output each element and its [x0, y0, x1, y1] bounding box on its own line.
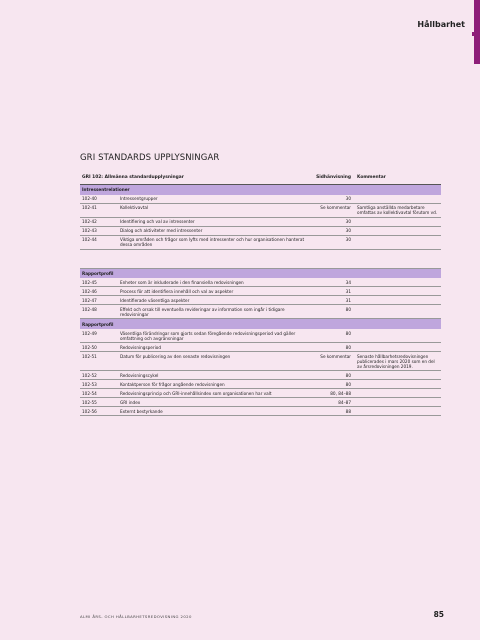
page-reference: 30 — [311, 226, 355, 235]
page-reference: Se kommentar — [311, 203, 355, 217]
page-number: 85 — [433, 610, 444, 619]
table-header-row — [80, 174, 441, 185]
table-row — [80, 296, 441, 305]
disclosure-code: 102-40 — [80, 195, 118, 203]
page-reference: 31 — [311, 287, 355, 296]
disclosure-code: 102-48 — [80, 305, 118, 319]
table-row — [80, 329, 441, 342]
spacer-row — [80, 249, 441, 268]
page-reference: 80 — [311, 305, 355, 319]
comment-cell — [355, 407, 441, 416]
disclosure-code: 102-41 — [80, 203, 118, 217]
comment-cell — [355, 296, 441, 305]
disclosure-description: Redovisningscykel — [118, 371, 311, 380]
group-header-row — [80, 319, 441, 329]
column-header-page: Sidhänvisning — [311, 174, 355, 185]
disclosure-code: 102-43 — [80, 226, 118, 235]
table-row — [80, 380, 441, 389]
disclosure-description: Kollektivavtal — [118, 203, 311, 217]
column-header-comment: Kommentar — [355, 174, 441, 185]
disclosure-code: 102-47 — [80, 296, 118, 305]
section-label: Hållbarhet — [417, 20, 465, 29]
comment-cell — [355, 389, 441, 398]
disclosure-description: Effekt och orsak till eventuella revideringar av information som ingår i tidigare redovisningar — [118, 305, 311, 319]
group-header-label: Rapportprofil — [80, 268, 441, 278]
table-row — [80, 305, 441, 319]
comment-cell — [355, 287, 441, 296]
comment-cell — [355, 371, 441, 380]
table-row — [80, 217, 441, 226]
disclosure-code: 102-49 — [80, 329, 118, 342]
table-row — [80, 407, 441, 416]
page-reference: 84–87 — [311, 398, 355, 407]
disclosure-description: Externt bestyrkande — [118, 407, 311, 416]
disclosure-description: Väsentliga förändringar som gjorts sedan föregående redovisningsperiod vad gäller omfattning och avgränsningar — [118, 329, 311, 342]
group-header-row — [80, 185, 441, 195]
disclosure-code: 102-56 — [80, 407, 118, 416]
page-reference: 80, 84–88 — [311, 389, 355, 398]
table-row — [80, 235, 441, 249]
disclosure-code: 102-50 — [80, 343, 118, 352]
table-row — [80, 287, 441, 296]
table-row — [80, 371, 441, 380]
page-reference: Se kommentar — [311, 352, 355, 371]
disclosure-description: Redovisningsperiod — [118, 343, 311, 352]
disclosure-description: Redovisningsprincip och GRI-innehållsindex som organisationen har valt — [118, 389, 311, 398]
group-header-label: Rapportprofil — [80, 319, 441, 329]
disclosure-description: Identifiering och val av intressenter — [118, 217, 311, 226]
page-reference: 30 — [311, 235, 355, 249]
table-row — [80, 203, 441, 217]
disclosure-code: 102-54 — [80, 389, 118, 398]
disclosure-description: Enheter som är inkluderade i den finansiella redovisningen — [118, 278, 311, 286]
disclosure-description: Identifierade väsentliga aspekter — [118, 296, 311, 305]
disclosure-code: 102-52 — [80, 371, 118, 380]
comment-cell — [355, 235, 441, 249]
footer-publication: ALMI ÅRS- OCH HÅLLBARHETSREDOVISNING 2020 — [80, 614, 192, 619]
disclosure-description: GRI index — [118, 398, 311, 407]
comment-cell — [355, 305, 441, 319]
table-row — [80, 343, 441, 352]
disclosure-code: 102-46 — [80, 287, 118, 296]
comment-cell — [355, 195, 441, 203]
comment-cell: Samtliga anställda medarbetare omfattas av kollektivavtal förutom vd. — [355, 203, 441, 217]
page-reference: 34 — [311, 278, 355, 286]
page-reference: 80 — [311, 329, 355, 342]
page-reference: 30 — [311, 217, 355, 226]
page-reference: 80 — [311, 380, 355, 389]
page-reference: 88 — [311, 407, 355, 416]
corner-accent-notch — [472, 32, 480, 36]
disclosure-code: 102-45 — [80, 278, 118, 286]
column-header-standard: GRI 102: Allmänna standardupplysningar — [80, 174, 311, 185]
comment-cell — [355, 398, 441, 407]
page-heading: GRI STANDARDS UPPLYSNINGAR — [80, 153, 220, 163]
disclosure-description: Process för att identifiera innehåll och val av aspekter — [118, 287, 311, 296]
table-row — [80, 278, 441, 286]
table-row — [80, 226, 441, 235]
disclosure-code: 102-42 — [80, 217, 118, 226]
page-reference: 31 — [311, 296, 355, 305]
disclosure-code: 102-55 — [80, 398, 118, 407]
comment-cell — [355, 380, 441, 389]
table-row — [80, 195, 441, 203]
table-row — [80, 398, 441, 407]
group-header-row — [80, 268, 441, 278]
comment-cell: Senaste hållbarhetsredovisningen publicerades i mars 2020 som en del av årsredovisningen 2019. — [355, 352, 441, 371]
gri-table — [80, 174, 441, 416]
disclosure-description: Viktiga områden och frågor som lyfts med intressenter och hur organisationen hanterat dessa områden — [118, 235, 311, 249]
disclosure-description: Intressentgrupper — [118, 195, 311, 203]
page-reference: 30 — [311, 195, 355, 203]
disclosure-code: 102-44 — [80, 235, 118, 249]
disclosure-description: Kontaktperson för frågor angående redovisningen — [118, 380, 311, 389]
page-reference: 80 — [311, 371, 355, 380]
disclosure-code: 102-51 — [80, 352, 118, 371]
disclosure-code: 102-53 — [80, 380, 118, 389]
disclosure-description: Datum för publicering av den senaste redovisningen — [118, 352, 311, 371]
comment-cell — [355, 226, 441, 235]
table-row — [80, 389, 441, 398]
comment-cell — [355, 329, 441, 342]
comment-cell — [355, 343, 441, 352]
page-reference: 80 — [311, 343, 355, 352]
comment-cell — [355, 217, 441, 226]
disclosure-description: Dialog och aktiviteter med intressenter — [118, 226, 311, 235]
comment-cell — [355, 278, 441, 286]
group-header-label: Intressentrelationer — [80, 185, 441, 195]
table-row — [80, 352, 441, 371]
